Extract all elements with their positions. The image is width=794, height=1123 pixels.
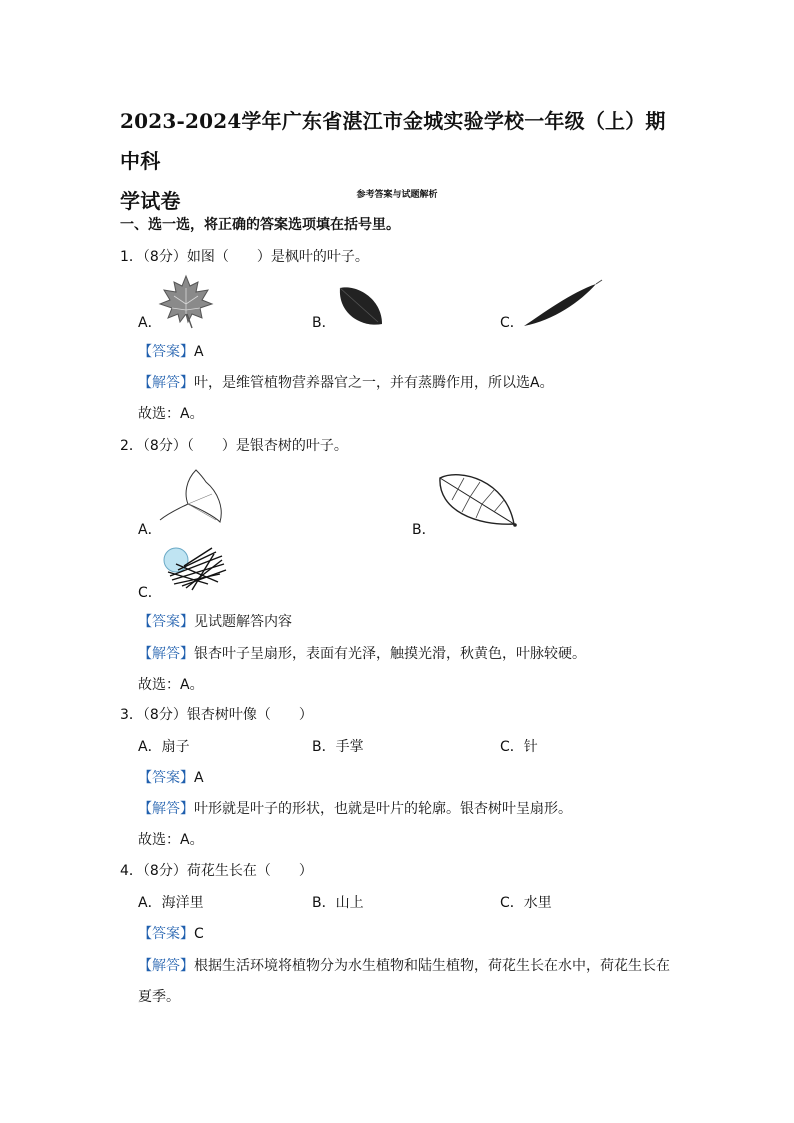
q3-analysis [138, 800, 572, 818]
q1-answer-value: A [194, 344, 204, 360]
analysis-tag: 【解答】 [138, 375, 194, 391]
q1-analysis-text: 叶，是维管植物营养器官之一，并有蒸腾作用，所以选A。 [194, 375, 554, 391]
answer-tag: 【答案】 [138, 926, 194, 942]
question-2-stem: 2．（8分）（ ）是银杏树的叶子。 [120, 438, 348, 454]
q1-analysis [138, 374, 554, 392]
q2-analysis [138, 645, 586, 663]
q2-analysis-text: 银杏叶子呈扇形，表面有光泽，触摸光滑，秋黄色，叶脉较硬。 [194, 646, 586, 662]
q2-option-b: B． [412, 522, 436, 538]
q1-option-c: C． [500, 315, 524, 331]
q2-option-c: C． [138, 585, 162, 601]
pine-needles-icon [162, 546, 228, 592]
q4-analysis-text: 根据生活环境将植物分为水生植物和陆生植物，荷花生长在水中，荷花生长在 [194, 958, 670, 974]
q3-option-a: A．扇子 [138, 739, 190, 755]
answer-tag: 【答案】 [138, 770, 194, 786]
ginkgo-leaf-icon [158, 464, 224, 530]
answer-tag: 【答案】 [138, 614, 194, 630]
oval-leaf-icon [336, 284, 386, 328]
q3-answer-value: A [194, 770, 204, 786]
title-line-1: 2023-2024学年广东省湛江市金城实验学校一年级（上）期中科 [120, 109, 666, 173]
section-heading: 一、选一选，将正确的答案选项填在括号里。 [120, 217, 400, 233]
q2-option-a: A． [138, 522, 162, 538]
page-title [120, 101, 680, 221]
veined-leaf-icon [436, 470, 520, 528]
q3-answer [138, 769, 204, 787]
analysis-tag: 【解答】 [138, 646, 194, 662]
q4-analysis-continued: 夏季。 [138, 989, 180, 1005]
analysis-tag: 【解答】 [138, 958, 194, 974]
analysis-tag: 【解答】 [138, 801, 194, 817]
q2-answer-value: 见试题解答内容 [194, 614, 292, 630]
q2-answer [138, 613, 292, 631]
q4-answer [138, 925, 204, 943]
q3-option-c: C．针 [500, 739, 538, 755]
q1-answer [138, 343, 204, 361]
willow-leaf-icon [522, 280, 602, 328]
q4-option-a: A．海洋里 [138, 895, 204, 911]
q3-option-b: B．手掌 [312, 739, 364, 755]
question-1-stem: 1．（8分）如图（ ）是枫叶的叶子。 [120, 249, 369, 265]
q3-conclusion: 故选：A。 [138, 832, 204, 848]
q1-option-a: A． [138, 315, 162, 331]
q4-answer-value: C [194, 926, 204, 942]
q4-option-b: B．山上 [312, 895, 364, 911]
question-3-stem: 3．（8分）银杏树叶像（ ） [120, 707, 313, 723]
q4-analysis [138, 957, 670, 975]
maple-leaf-icon [158, 274, 214, 328]
q1-conclusion: 故选：A。 [138, 406, 204, 422]
subtitle: 参考答案与试题解析 [356, 190, 438, 200]
q4-option-c: C．水里 [500, 895, 552, 911]
q2-conclusion: 故选：A。 [138, 677, 204, 693]
q1-option-b: B． [312, 315, 336, 331]
q3-analysis-text: 叶形就是叶子的形状，也就是叶片的轮廓。银杏树叶呈扇形。 [194, 801, 572, 817]
question-4-stem: 4．（8分）荷花生长在（ ） [120, 863, 313, 879]
title-line-2: 学试卷 [120, 189, 181, 213]
answer-tag: 【答案】 [138, 344, 194, 360]
